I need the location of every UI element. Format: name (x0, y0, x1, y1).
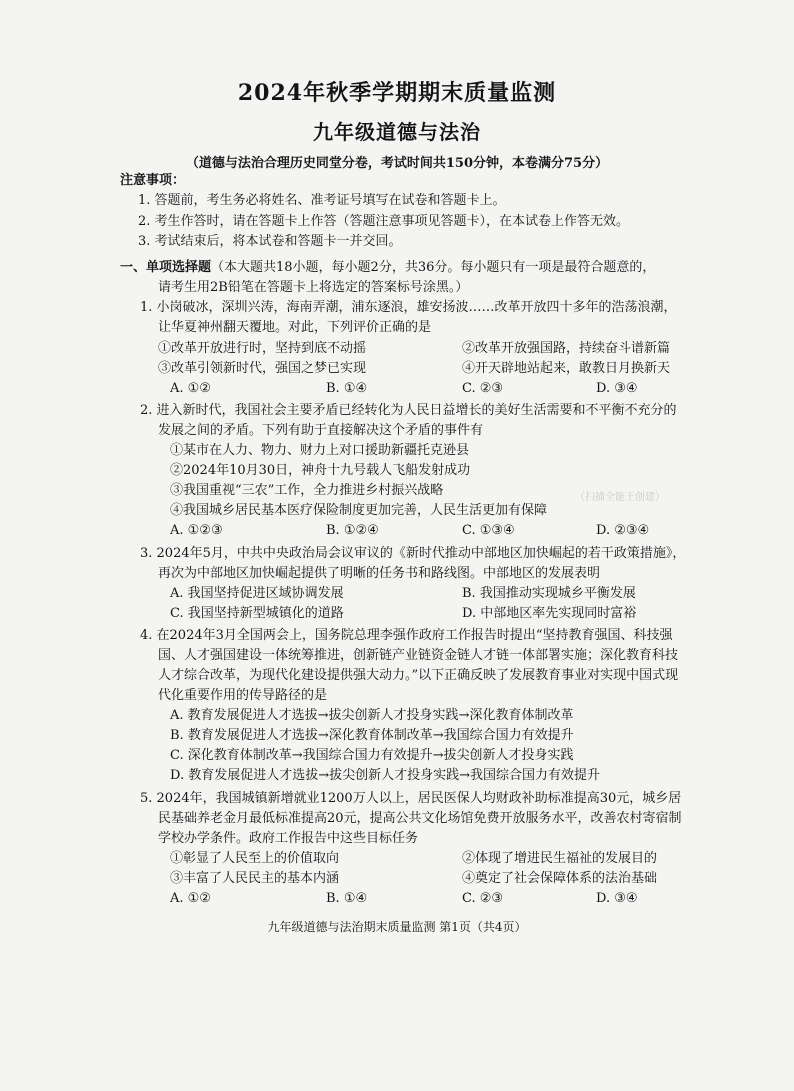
notice-item: 1. 答题前，考生务必将姓名、准考证号填写在试卷和答题卡上。 (138, 193, 506, 208)
question-stem: 5. 2024年，我国城镇新增就业1200万人以上，居民医保人均财政补助标准提高30元，城乡居 (140, 791, 682, 806)
answer-option-c: C. 我国坚持新型城镇化的道路 (170, 606, 344, 621)
answer-option-b: B. 我国推动实现城乡平衡发展 (462, 586, 636, 601)
exam-info: （道德与法治合理历史同堂分卷，考试时间共150分钟，本卷满分75分） (185, 156, 609, 171)
answer-option-a: A. ①②③ (170, 523, 223, 538)
question-stem: 让华夏神州翻天覆地。对此，下列评价正确的是 (158, 320, 432, 335)
question-stem: 人才综合改革，为现代化建设提供强大动力。”以下正确反映了发展教育事业对实现中国式现 (158, 668, 679, 683)
answer-option-b: B. ①②④ (326, 523, 379, 538)
question-stem: 2. 进入新时代，我国社会主要矛盾已经转化为人民日益增长的美好生活需要和不平衡不充分的 (140, 403, 677, 418)
statement-item: ④奠定了社会保障体系的法治基础 (462, 871, 658, 886)
question-stem: 1. 小岗破冰，深圳兴涛，海南弄潮，浦东逐浪，雄安扬波……改革开放四十多年的浩荡浪潮， (140, 300, 677, 315)
section-heading-line2: 请考生用2B铅笔在答题卡上将选定的答案标号涂黑。） (158, 280, 469, 295)
scanner-watermark: （扫描全能王创建） (575, 492, 665, 503)
answer-option-d: D. 教育发展促进人才选拔→拔尖创新人才投身实践→我国综合国力有效提升 (170, 768, 601, 783)
answer-option-d: D. ③④ (596, 381, 638, 396)
answer-option-b: B. ①④ (326, 381, 368, 396)
answer-option-c: C. ②③ (462, 381, 504, 396)
statement-item: ③改革引领新时代，强国之梦已实现 (158, 361, 367, 376)
statement-item: ④开天辟地站起来，敢教日月换新天 (462, 361, 671, 376)
question-stem: 再次为中部地区加快崛起提供了明晰的任务书和路线图。中部地区的发展表明 (158, 566, 601, 581)
answer-option-a: A. 教育发展促进人才选拔→拔尖创新人才投身实践→深化教育体制改革 (170, 708, 574, 723)
section-heading-title: 一、单项选择题 (120, 260, 212, 275)
statement-item: ②改革开放强国路，持续奋斗谱新篇 (462, 341, 671, 356)
section-heading-rule: （本大题共18小题，每小题2分，共36分。每小题只有一项是最符合题意的， (211, 260, 656, 275)
statement-item: ①彰显了人民至上的价值取向 (170, 851, 340, 866)
answer-option-b: B. 教育发展促进人才选拔→深化教育体制改革→我国综合国力有效提升 (170, 728, 574, 743)
question-stem: 发展之间的矛盾。下列有助于直接解决这个矛盾的事件有 (158, 423, 484, 438)
question-stem: 民基础养老金月最低标准提高20元，提高公共文化场馆免费开放服务水平，改善农村寄宿制 (158, 811, 682, 826)
statement-item: ①改革开放进行时，坚持到底不动摇 (158, 341, 367, 356)
question-stem: 国、人才强国建设一体统筹推进，创新链产业链资金链人才链一体部署实施；深化教育科技 (158, 648, 679, 663)
answer-option-a: A. 我国坚持促进区域协调发展 (170, 586, 344, 601)
notice-heading: 注意事项： (120, 173, 186, 188)
exam-title: 2024年秋季学期期末质量监测 (237, 80, 557, 106)
answer-option-c: C. 深化教育体制改革→我国综合国力有效提升→拔尖创新人才投身实践 (170, 748, 574, 763)
question-stem: 学校办学条件。政府工作报告中这些目标任务 (158, 831, 419, 846)
notice-item: 2. 考生作答时，请在答题卡上作答（答题注意事项见答题卡），在本试卷上作答无效。 (138, 214, 630, 229)
question-stem: 4. 在2024年3月全国两会上，国务院总理李强作政府工作报告时提出“坚持教育强国、科技强 (140, 628, 673, 643)
question-stem: 3. 2024年5月，中共中央政治局会议审议的《新时代推动中部地区加快崛起的若干政策措施》， (140, 546, 686, 561)
answer-option-a: A. ①② (170, 381, 211, 396)
answer-option-c: C. ②③ (462, 891, 504, 906)
statement-item: ①某市在人力、物力、财力上对口援助新疆托克逊县 (170, 443, 470, 458)
page-footer: 九年级道德与法治期末质量监测 第1页（共4页） (267, 920, 527, 934)
question-stem: 代化重要作用的传导路径的是 (158, 688, 328, 703)
answer-option-a: A. ①② (170, 891, 211, 906)
section-heading (120, 259, 655, 277)
answer-option-b: B. ①④ (326, 891, 368, 906)
notice-item: 3. 考试结束后，将本试卷和答题卡一并交回。 (138, 234, 402, 249)
statement-item: ②2024年10月30日，神舟十九号载人飞船发射成功 (170, 463, 471, 478)
statement-item: ④我国城乡居民基本医疗保险制度更加完善，人民生活更加有保障 (170, 503, 548, 518)
statement-item: ③我国重视“三农”工作，全力推进乡村振兴战略 (170, 483, 444, 498)
exam-subject: 九年级道德与法治 (313, 120, 481, 144)
statement-item: ②体现了增进民生福祉的发展目的 (462, 851, 658, 866)
answer-option-d: D. ②③④ (596, 523, 650, 538)
statement-item: ③丰富了人民民主的基本内涵 (170, 871, 340, 886)
answer-option-d: D. 中部地区率先实现同时富裕 (462, 606, 637, 621)
answer-option-c: C. ①③④ (462, 523, 515, 538)
answer-option-d: D. ③④ (596, 891, 638, 906)
